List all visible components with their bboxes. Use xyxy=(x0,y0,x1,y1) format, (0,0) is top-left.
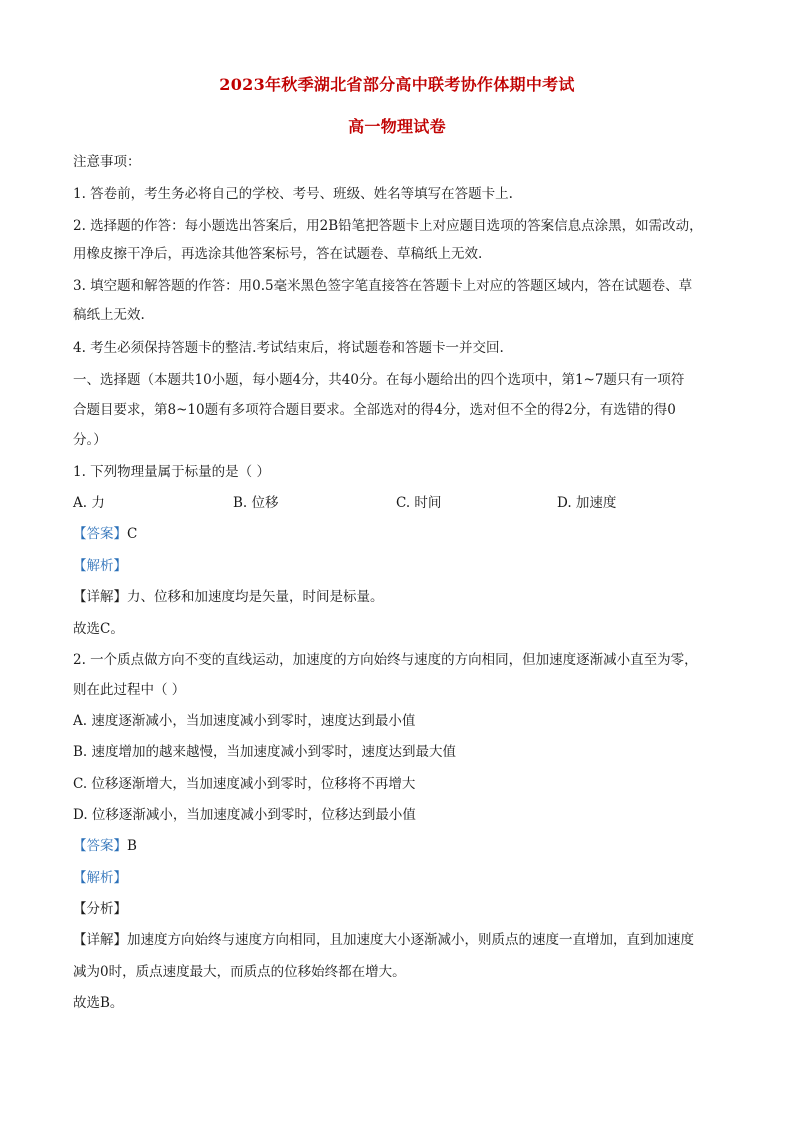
q1-detail-tag: 【详解】 xyxy=(73,589,127,605)
q1-analysis-tag: 【解析】 xyxy=(73,558,127,574)
q2-answer-tag: 【答案】 xyxy=(73,838,127,854)
q1-detail xyxy=(73,587,723,607)
q2-option-b: B. 速度增加的越来越慢，当加速度减小到零时，速度达到最大值 xyxy=(73,744,457,760)
q1-option-a: A. 力 xyxy=(73,495,105,511)
section-line-1: 一、选择题（本题共10小题，每小题4分，共40分。在每小题给出的四个选项中，第1~7题只有一项符 xyxy=(73,372,685,388)
q2-analysis xyxy=(73,868,723,888)
q2-conclusion: 故选B。 xyxy=(73,995,124,1011)
q2-stem-line-1: 2. 一个质点做方向不变的直线运动，加速度的方向始终与速度的方向相同，但加速度逐渐减小直至为零， xyxy=(73,652,698,668)
notice-item-2: 2. 选择题的作答：每小题选出答案后，用2B铅笔把答题卡上对应题目选项的答案信息点涂黑，如需改动， xyxy=(73,218,703,234)
notice-heading: 注意事项： xyxy=(73,154,141,170)
q1-answer xyxy=(73,524,723,544)
q2-option-c: C. 位移逐渐增大，当加速度减小到零时，位移将不再增大 xyxy=(73,776,416,792)
q1-analysis xyxy=(73,556,723,576)
notice-item-4: 4. 考生必须保持答题卡的整洁.考试结束后，将试题卷和答题卡一并交回. xyxy=(73,340,504,356)
notice-item-3-cont: 稿纸上无效. xyxy=(73,307,145,323)
notice-item-3: 3. 填空题和解答题的作答：用0.5毫米黑色签字笔直接答在答题卡上对应的答题区域内，答在试题卷、草 xyxy=(73,278,693,294)
q1-option-d: D. 加速度 xyxy=(557,495,617,511)
q2-detail-text-1: 加速度方向始终与速度方向相同，且加速度大小逐渐减小，则质点的速度一直增加，直到加速度 xyxy=(127,932,694,948)
q2-detail-tag: 【详解】 xyxy=(73,932,127,948)
q1-option-b: B. 位移 xyxy=(233,495,279,511)
notice-item-1: 1. 答卷前，考生务必将自己的学校、考号、班级、姓名等填写在答题卡上. xyxy=(73,186,513,202)
q2-analysis2-tag: 【分析】 xyxy=(73,901,127,917)
page-title: 2023年秋季湖北省部分高中联考协作体期中考试 xyxy=(219,75,575,94)
q1-detail-text: 力、位移和加速度均是矢量，时间是标量。 xyxy=(127,589,384,605)
notice-item-2-cont: 用橡皮擦干净后，再选涂其他答案标号，答在试题卷、草稿纸上无效. xyxy=(73,246,483,262)
q2-answer-value: B xyxy=(127,838,137,854)
q2-option-a: A. 速度逐渐减小，当加速度减小到零时，速度达到最小值 xyxy=(73,713,416,729)
q2-detail-line-2: 减为0时，质点速度最大，而质点的位移始终都在增大。 xyxy=(73,964,406,980)
q2-stem-line-2: 则在此过程中（ ） xyxy=(73,682,186,698)
section-line-2: 合题目要求，第8~10题有多项符合题目要求。全部选对的得4分，选对但不全的得2分，有选错的得0 xyxy=(73,402,676,418)
q1-option-c: C. 时间 xyxy=(396,495,442,511)
q2-analysis-tag: 【解析】 xyxy=(73,870,127,886)
section-line-3: 分。） xyxy=(73,432,107,448)
q1-stem: 1. 下列物理量属于标量的是（ ） xyxy=(73,464,270,480)
q2-option-d: D. 位移逐渐减小，当加速度减小到零时，位移达到最小值 xyxy=(73,807,416,823)
q1-answer-value: C xyxy=(127,526,138,542)
q2-analysis-2 xyxy=(73,899,723,919)
page-subtitle: 高一物理试卷 xyxy=(348,117,446,136)
q2-detail-line-1 xyxy=(73,930,723,950)
q1-answer-tag: 【答案】 xyxy=(73,526,127,542)
q2-answer xyxy=(73,836,723,856)
q1-conclusion: 故选C。 xyxy=(73,621,124,637)
